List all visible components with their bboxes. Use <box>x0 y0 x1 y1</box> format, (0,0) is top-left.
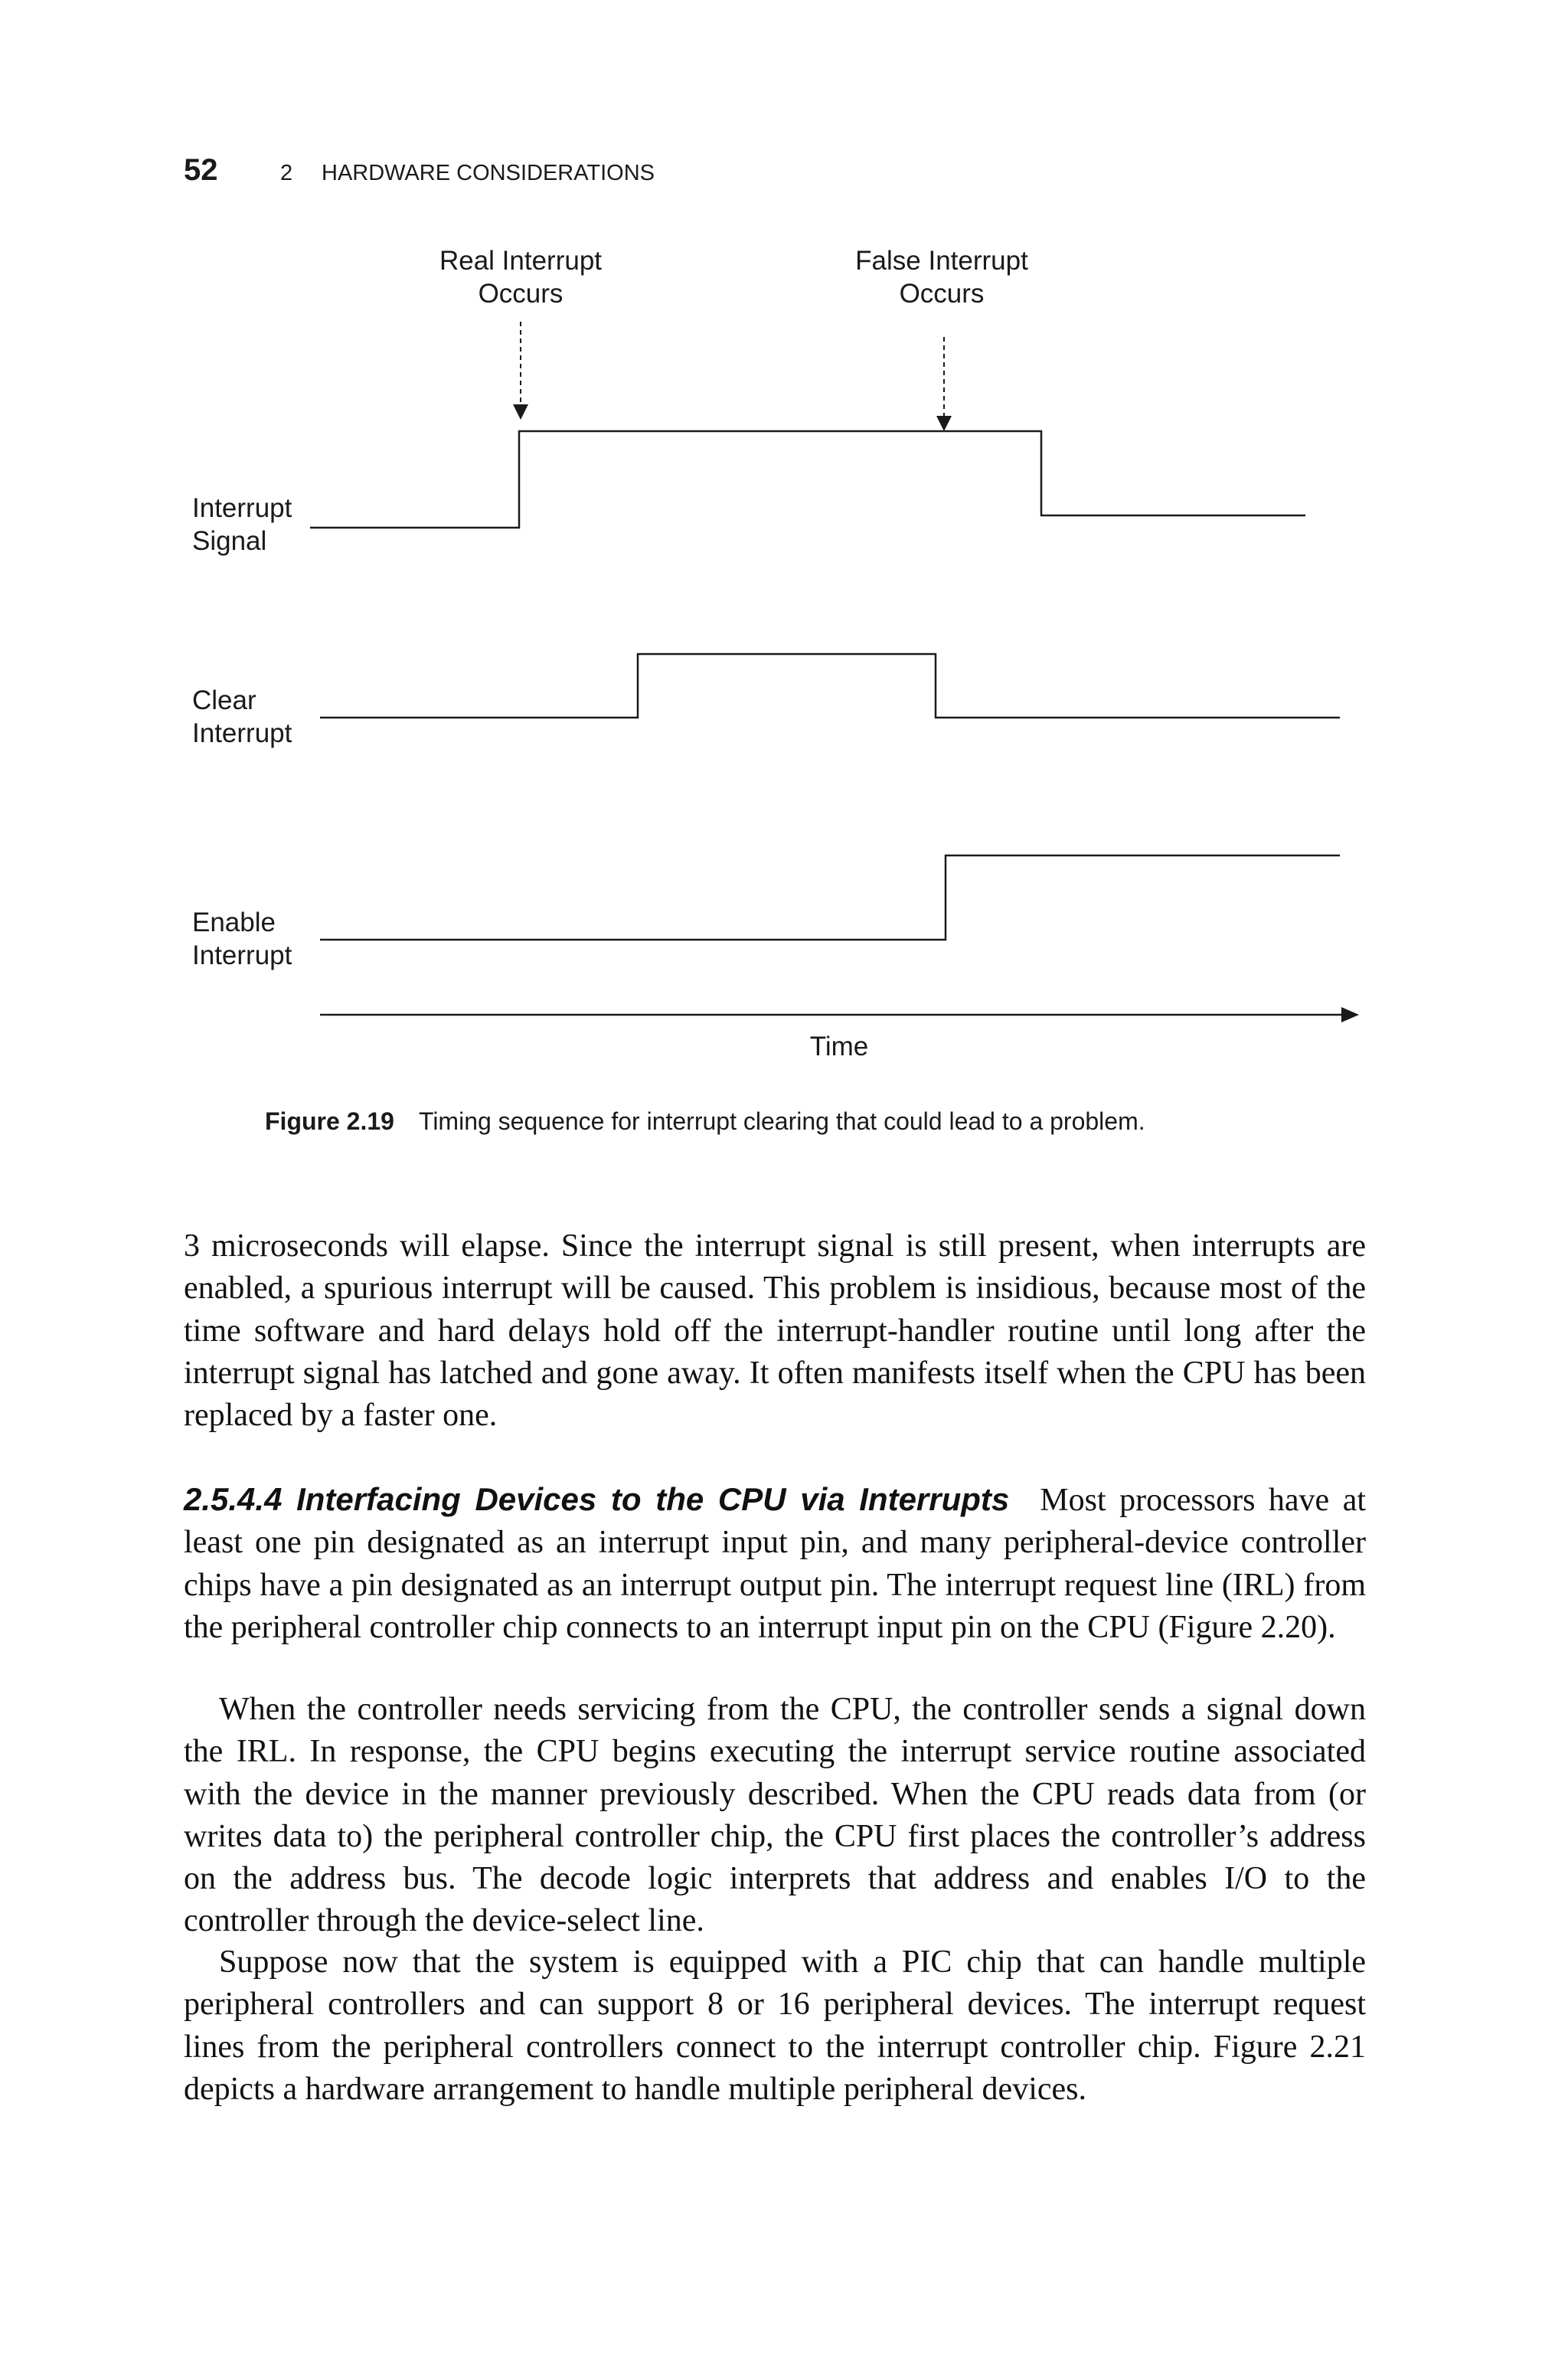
enable-interrupt-label-line2: Interrupt <box>192 940 292 970</box>
paragraph-4-text: Suppose now that the system is equipped with a PIC chip that can handle multiple peripheral controllers and can support 8 or 16 peripheral devices. The interrupt request lines from the peripheral controllers connect to the interrupt controller chip. Figure 2.21 depicts a hardware arrangement to handle multiple peripheral devices. <box>184 1944 1366 2107</box>
false-interrupt-label-line1: False Interrupt <box>855 246 1028 276</box>
body-paragraph-4 <box>184 1941 1366 2111</box>
body-paragraph-3 <box>184 1689 1366 1943</box>
body-paragraph-2 <box>184 1478 1366 1649</box>
real-interrupt-label-line1: Real Interrupt <box>439 246 603 276</box>
page-number: 52 <box>184 153 218 187</box>
paragraph-2 <box>184 1478 1366 1649</box>
interrupt-signal-label-line2: Signal <box>192 526 267 556</box>
clear-interrupt-label-line2: Interrupt <box>192 718 292 748</box>
body-paragraph-1 <box>184 1225 1366 1437</box>
paragraph-2-text: Most processors have at least one pin designated as an interrupt input pin, and many peripheral-device controller chips have a pin designated as an interrupt output pin. The interrupt request line (IRL) from the peripheral controller chip connects to an interrupt input pin on the CPU (Figure 2.20). <box>184 1483 1366 1645</box>
timing-diagram <box>0 0 1568 1103</box>
figure-caption <box>265 1107 1145 1136</box>
time-axis-arrowhead <box>1341 1007 1359 1022</box>
chapter-number: 2 <box>280 161 293 185</box>
figure-caption-label: Figure 2.19 <box>265 1107 394 1135</box>
chapter-title: HARDWARE CONSIDERATIONS <box>322 161 655 185</box>
false-interrupt-label-line2: Occurs <box>899 279 985 309</box>
figure-caption-text: Timing sequence for interrupt clearing that could lead to a problem. <box>418 1107 1145 1135</box>
clear-interrupt-waveform <box>320 654 1340 718</box>
clear-interrupt-label-line1: Clear <box>192 685 256 715</box>
paragraph-1-text: 3 microseconds will elapse. Since the interrupt signal is still present, when interrupts are enabled, a spurious interrupt will be caused. This problem is insidious, because most of the time software and hard delays hold off the interrupt-handler routine until long after the interrupt signal has latched and gone away. It often manifests itself when the CPU has been replaced by a faster one. <box>184 1228 1366 1434</box>
real-interrupt-arrow-head <box>513 404 528 420</box>
false-interrupt-arrow-head <box>936 416 952 431</box>
interrupt-signal-waveform <box>310 431 1305 528</box>
paragraph-3-text: When the controller needs servicing from the CPU, the controller sends a signal down the IRL. In response, the CPU begins executing the interrupt service routine associated with the device in the manner previously described. When the CPU reads data from (or writes data to) the peripheral controller chip, the CPU first places the controller’s address on the address bus. The decode logic interprets that address and enables I/O to the controller through the device-select line. <box>184 1692 1366 1939</box>
time-axis-label: Time <box>809 1032 869 1061</box>
real-interrupt-label-line2: Occurs <box>478 279 564 309</box>
enable-interrupt-label-line1: Enable <box>192 908 276 937</box>
interrupt-signal-label-line1: Interrupt <box>192 493 292 523</box>
section-heading: 2.5.4.4 Interfacing Devices to the CPU via Interrupts <box>184 1481 1010 1517</box>
enable-interrupt-waveform <box>320 855 1340 940</box>
